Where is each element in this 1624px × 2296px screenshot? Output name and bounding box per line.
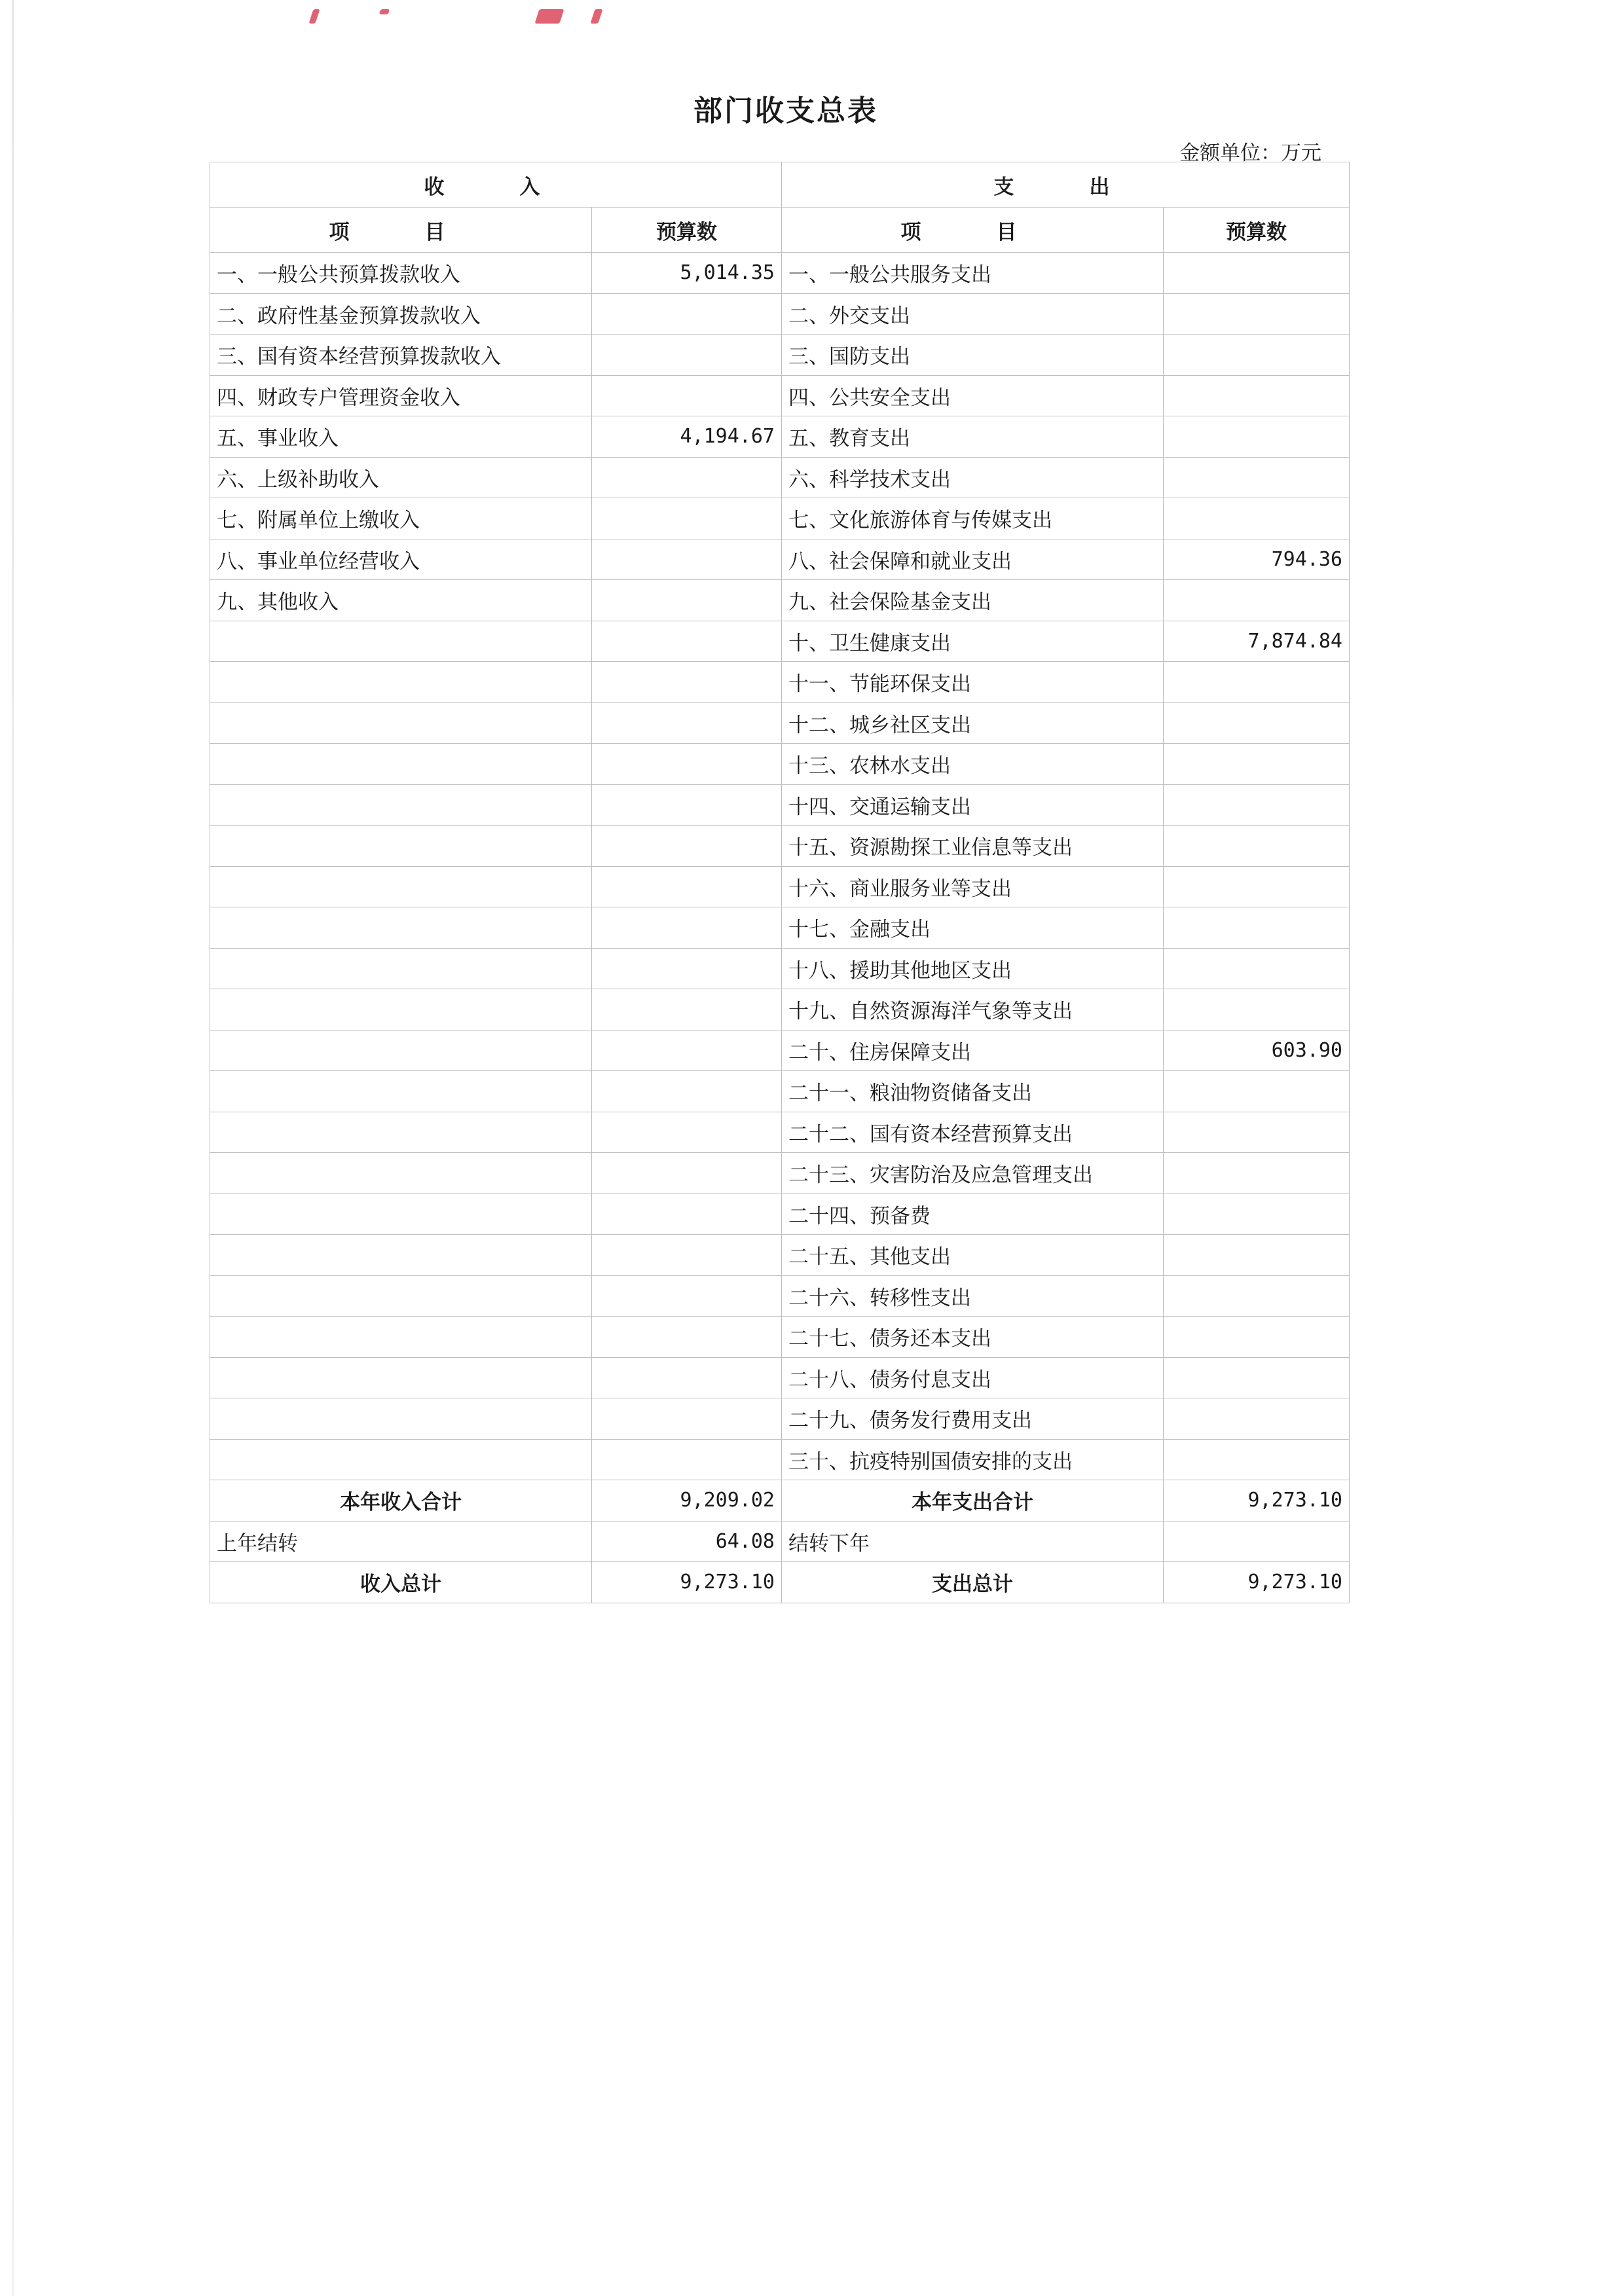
table-row [210, 1317, 1350, 1358]
carry-over-row [210, 1521, 1350, 1562]
income-item [210, 1275, 592, 1317]
table-row [210, 335, 1350, 376]
income-item [210, 826, 592, 867]
expenditure-item: 十五、资源勘探工业信息等支出 [782, 826, 1164, 867]
section-header-row [210, 162, 1350, 208]
expenditure-amount [1164, 1112, 1350, 1153]
expenditure-item: 五、教育支出 [782, 416, 1164, 458]
expenditure-item: 十三、农林水支出 [782, 744, 1164, 785]
table-row [210, 580, 1350, 621]
income-amount: 4,194.67 [592, 416, 782, 458]
income-item: 二、政府性基金预算拨款收入 [210, 293, 592, 335]
income-item: 七、附属单位上缴收入 [210, 498, 592, 539]
income-amount [592, 826, 782, 867]
income-item [210, 1030, 592, 1071]
income-item [210, 784, 592, 826]
expenditure-amount [1164, 457, 1350, 498]
table-row [210, 1275, 1350, 1317]
income-amount [592, 948, 782, 989]
income-item [210, 1357, 592, 1398]
table-row [210, 293, 1350, 335]
income-amount [592, 784, 782, 826]
expenditure-item: 二十八、债务付息支出 [782, 1357, 1164, 1398]
income-item [210, 1194, 592, 1235]
expenditure-amount [1164, 1317, 1350, 1358]
column-header-row [210, 208, 1350, 253]
expenditure-item: 二、外交支出 [782, 293, 1164, 335]
table-row [210, 702, 1350, 744]
expenditure-item: 二十、住房保障支出 [782, 1030, 1164, 1071]
expenditure-item: 八、社会保障和就业支出 [782, 539, 1164, 580]
table-row [210, 539, 1350, 580]
unit-note: 金额单位：万元 [1179, 141, 1321, 165]
table-row [210, 907, 1350, 949]
income-amount [592, 1030, 782, 1071]
expenditure-amount [1164, 744, 1350, 785]
table-row [210, 253, 1350, 294]
expenditure-item: 九、社会保险基金支出 [782, 580, 1164, 621]
expenditure-year-total-label: 本年支出合计 [782, 1480, 1164, 1522]
table-row [210, 948, 1350, 989]
income-amount [592, 1235, 782, 1276]
table-row [210, 989, 1350, 1030]
income-amount [592, 702, 782, 744]
income-item [210, 1317, 592, 1358]
income-item [210, 948, 592, 989]
expenditure-amount [1164, 948, 1350, 989]
table-row [210, 662, 1350, 703]
expenditure-amount [1164, 335, 1350, 376]
carry-out-label: 结转下年 [782, 1521, 1164, 1562]
income-item-header: 项 目 [210, 208, 592, 253]
income-item [210, 989, 592, 1030]
expenditure-amount [1164, 662, 1350, 703]
expenditure-item: 十四、交通运输支出 [782, 784, 1164, 826]
income-amount [592, 1317, 782, 1358]
income-amount [592, 1153, 782, 1194]
expenditure-amount [1164, 293, 1350, 335]
income-amount [592, 1439, 782, 1480]
expenditure-item: 二十六、转移性支出 [782, 1275, 1164, 1317]
expenditure-amount [1164, 784, 1350, 826]
expenditure-item: 六、科学技术支出 [782, 457, 1164, 498]
income-amount [592, 662, 782, 703]
income-item: 八、事业单位经营收入 [210, 539, 592, 580]
income-amount [592, 1071, 782, 1112]
table-row [210, 1235, 1350, 1276]
expenditure-amount [1164, 702, 1350, 744]
income-item [210, 662, 592, 703]
income-amount [592, 498, 782, 539]
carry-out-amount [1164, 1521, 1350, 1562]
income-item [210, 866, 592, 907]
income-item [210, 621, 592, 662]
table-row [210, 1153, 1350, 1194]
expenditure-amount [1164, 498, 1350, 539]
expenditure-amount: 7,874.84 [1164, 621, 1350, 662]
table-row [210, 1357, 1350, 1398]
table-row [210, 498, 1350, 539]
grand-total-row [210, 1562, 1350, 1603]
income-item: 三、国有资本经营预算拨款收入 [210, 335, 592, 376]
carry-in-amount: 64.08 [592, 1521, 782, 1562]
expenditure-item: 二十二、国有资本经营预算支出 [782, 1112, 1164, 1153]
expenditure-amount [1164, 375, 1350, 416]
income-amount [592, 866, 782, 907]
income-item: 四、财政专户管理资金收入 [210, 375, 592, 416]
income-item: 一、一般公共预算拨款收入 [210, 253, 592, 294]
expenditure-year-total-amount: 9,273.10 [1164, 1480, 1350, 1522]
expenditure-budget-header: 预算数 [1164, 208, 1350, 253]
income-grand-total-amount: 9,273.10 [592, 1562, 782, 1603]
income-item: 五、事业收入 [210, 416, 592, 458]
income-amount [592, 375, 782, 416]
income-item [210, 744, 592, 785]
expenditure-item: 二十九、债务发行费用支出 [782, 1398, 1164, 1440]
table-row [210, 1112, 1350, 1153]
income-item [210, 1235, 592, 1276]
income-grand-total-label: 收入总计 [210, 1562, 592, 1603]
expenditure-item: 十七、金融支出 [782, 907, 1164, 949]
income-amount [592, 1194, 782, 1235]
expenditure-item: 十一、节能环保支出 [782, 662, 1164, 703]
income-section-header: 收 入 [210, 162, 782, 208]
table-row [210, 866, 1350, 907]
income-year-total-label: 本年收入合计 [210, 1480, 592, 1522]
income-amount [592, 580, 782, 621]
expenditure-item: 十八、援助其他地区支出 [782, 948, 1164, 989]
stamp-mark-1 [308, 9, 320, 24]
table-row [210, 826, 1350, 867]
income-amount [592, 1275, 782, 1317]
year-total-row [210, 1480, 1350, 1522]
stamp-mark-3 [534, 9, 564, 24]
table-row [210, 416, 1350, 458]
income-amount [592, 457, 782, 498]
income-year-total-amount: 9,209.02 [592, 1480, 782, 1522]
expenditure-grand-total-label: 支出总计 [782, 1562, 1164, 1603]
income-amount [592, 907, 782, 949]
table-row [210, 375, 1350, 416]
page-title: 部门收支总表 [693, 94, 878, 128]
table-row [210, 1030, 1350, 1071]
income-budget-header: 预算数 [592, 208, 782, 253]
expenditure-item: 二十四、预备费 [782, 1194, 1164, 1235]
income-amount: 5,014.35 [592, 253, 782, 294]
expenditure-amount [1164, 907, 1350, 949]
expenditure-item: 十二、城乡社区支出 [782, 702, 1164, 744]
expenditure-amount [1164, 1194, 1350, 1235]
income-item [210, 1112, 592, 1153]
scan-edge [12, 0, 14, 2296]
expenditure-item-header: 项 目 [782, 208, 1164, 253]
income-item [210, 1153, 592, 1194]
stamp-mark-4 [590, 9, 602, 24]
income-amount [592, 744, 782, 785]
expenditure-item: 三十、抗疫特别国债安排的支出 [782, 1439, 1164, 1480]
expenditure-amount [1164, 416, 1350, 458]
table-row [210, 457, 1350, 498]
expenditure-item: 七、文化旅游体育与传媒支出 [782, 498, 1164, 539]
income-item [210, 1398, 592, 1440]
income-amount [592, 621, 782, 662]
expenditure-amount [1164, 989, 1350, 1030]
carry-in-label: 上年结转 [210, 1521, 592, 1562]
expenditure-item: 一、一般公共服务支出 [782, 253, 1164, 294]
expenditure-grand-total-amount: 9,273.10 [1164, 1562, 1350, 1603]
expenditure-amount [1164, 866, 1350, 907]
income-amount [592, 1112, 782, 1153]
income-item [210, 1071, 592, 1112]
income-item [210, 702, 592, 744]
income-amount [592, 1398, 782, 1440]
income-item: 九、其他收入 [210, 580, 592, 621]
expenditure-item: 二十一、粮油物资储备支出 [782, 1071, 1164, 1112]
budget-table-body [210, 162, 1350, 1480]
expenditure-amount [1164, 1071, 1350, 1112]
expenditure-amount [1164, 580, 1350, 621]
expenditure-section-header: 支 出 [782, 162, 1350, 208]
income-item: 六、上级补助收入 [210, 457, 592, 498]
expenditure-amount [1164, 1398, 1350, 1440]
expenditure-amount [1164, 1439, 1350, 1480]
expenditure-amount [1164, 1275, 1350, 1317]
income-amount [592, 989, 782, 1030]
table-row [210, 744, 1350, 785]
table-row [210, 1194, 1350, 1235]
expenditure-item: 二十五、其他支出 [782, 1235, 1164, 1276]
expenditure-item: 十九、自然资源海洋气象等支出 [782, 989, 1164, 1030]
income-amount [592, 293, 782, 335]
expenditure-item: 二十三、灾害防治及应急管理支出 [782, 1153, 1164, 1194]
income-amount [592, 335, 782, 376]
table-row [210, 621, 1350, 662]
expenditure-amount: 603.90 [1164, 1030, 1350, 1071]
expenditure-amount [1164, 826, 1350, 867]
income-amount [592, 1357, 782, 1398]
expenditure-item: 二十七、债务还本支出 [782, 1317, 1164, 1358]
income-item [210, 1439, 592, 1480]
table-row [210, 1439, 1350, 1480]
expenditure-item: 四、公共安全支出 [782, 375, 1164, 416]
table-row [210, 1398, 1350, 1440]
stamp-mark-2 [379, 9, 390, 14]
expenditure-item: 三、国防支出 [782, 335, 1164, 376]
income-amount [592, 539, 782, 580]
table-row [210, 784, 1350, 826]
totals-body [210, 1480, 1350, 1603]
expenditure-amount [1164, 1235, 1350, 1276]
income-item [210, 907, 592, 949]
expenditure-item: 十六、商业服务业等支出 [782, 866, 1164, 907]
table-row [210, 1071, 1350, 1112]
budget-table [210, 162, 1350, 1603]
expenditure-amount [1164, 1357, 1350, 1398]
expenditure-amount: 794.36 [1164, 539, 1350, 580]
expenditure-amount [1164, 253, 1350, 294]
expenditure-amount [1164, 1153, 1350, 1194]
expenditure-item: 十、卫生健康支出 [782, 621, 1164, 662]
